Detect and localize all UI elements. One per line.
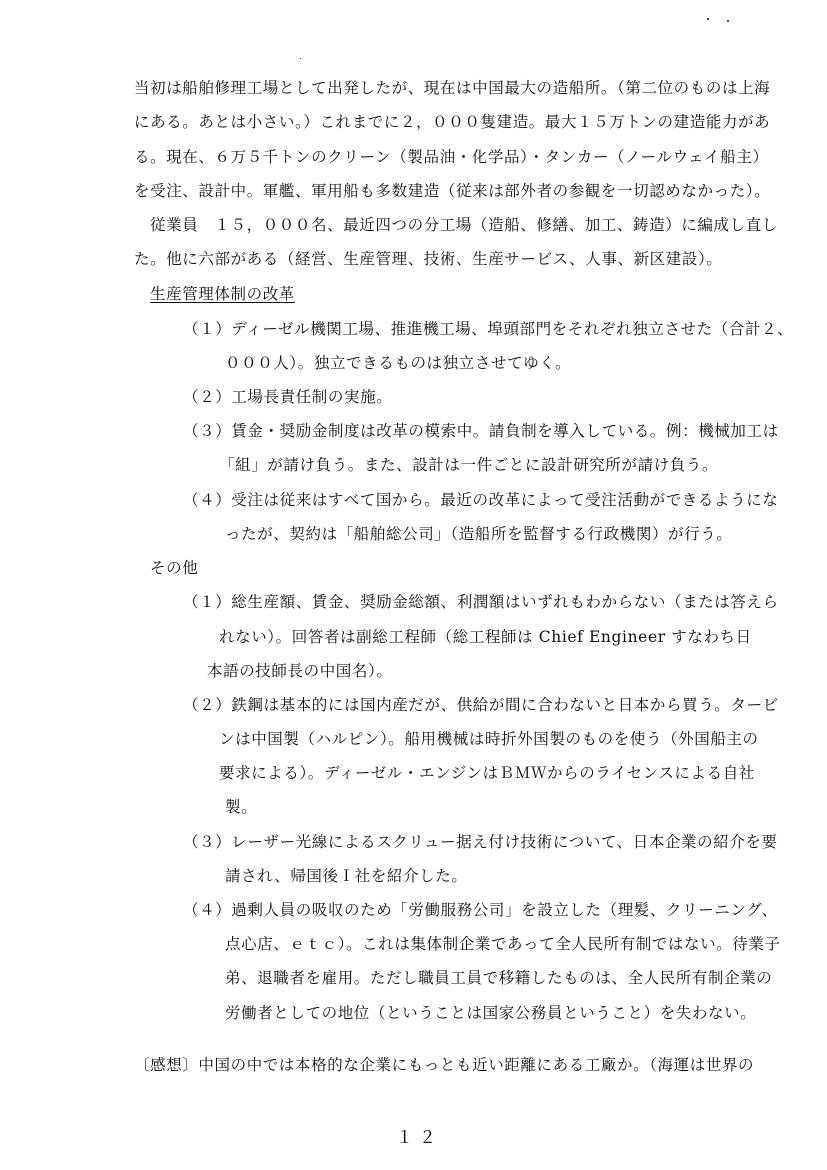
page-number: １２ — [396, 1128, 442, 1148]
section2-item3-line2: 請され、帰国後Ｉ社を紹介した。 — [225, 867, 468, 885]
paragraph1-line-2: にある。あとは小さい。）これまでに２，０００隻建造。最大１５万トンの建造能力があ — [134, 113, 771, 131]
section2-item4-line1: （４）過剰人員の吸収のため「労働服務公司」を設立した（理髪、クリーニング、 — [183, 901, 778, 919]
paragraph1-line-3: る。現在、６万５千トンのクリーン（製品油・化学品）・タンカー（ノールウェイ船主） — [134, 148, 769, 166]
paragraph2-line-2: た。他に六部がある（経営、生産管理、技術、生産サービス、人事、新区建設）。 — [134, 250, 723, 268]
section2-item3-line1: （３）レーザー光線によるスクリュー据え付け技術について、日本企業の紹介を要 — [183, 833, 778, 851]
section1-item3-line2: 「組」が請け負う。また、設計は一件ごとに設計研究所が請け負う。 — [219, 456, 719, 474]
scan-speck — [300, 58, 301, 59]
section2-item2-line3: 要求による）。ディーゼル・エンジンはＢＭＷからのライセンスによる自社 — [219, 764, 755, 782]
paragraph2-line-1: 従業員 １５，０００名、最近四つの分工場（造船、修繕、加工、鋳造）に編成し直し — [150, 216, 778, 234]
section2-item1-line2: れない）。回答者は副総工程師（総工程師は Chief Engineer すなわち日 — [219, 628, 752, 646]
section1-item1-line2: ０００人）。独立できるものは独立させてゆく。 — [225, 354, 572, 372]
section1-item3-line1: （３）賃金・奨励金制度は改革の模索中。請負制を導入している。例：機械加工は — [183, 422, 779, 440]
section2-item4-line3: 弟、退職者を雇用。ただし職員工員で移籍したものは、全人民所有制企業の — [225, 969, 773, 987]
section1-item4-line2: ったが、契約は「船舶総公司」（造船所を監督する行政機関）が行う。 — [225, 525, 733, 543]
scan-speck — [707, 18, 709, 20]
section2-item2-line1: （２）鉄鋼は基本的には国内産だが、供給が間に合わないと日本から買う。タービ — [183, 696, 779, 714]
section2-item4-line2: 点心店、ｅｔｃ）。これは集体制企業であって全人民所有制ではない。待業子 — [225, 935, 781, 953]
impression-line: 〔感想〕中国の中では本格的な企業にもっとも近い距離にある工廠か。（海運は世界の — [134, 1056, 755, 1074]
section1-item1-line1: （１）ディーゼル機関工場、推進機工場、埠頭部門をそれぞれ独立させた（合計２、 — [183, 320, 794, 338]
section1-item2-line1: （２）工場長責任制の実施。 — [183, 388, 393, 406]
section-heading-production-management: 生産管理体制の改革 — [150, 285, 295, 303]
section1-item4-line1: （４）受注は従来はすべて国から。最近の改革によって受注活動ができるようにな — [183, 491, 779, 509]
section2-item2-line2: ンは中国製（ハルピン）。船用機械は時折外国製のものを使う（外国船主の — [219, 730, 759, 748]
section2-item2-line4: 製。 — [225, 798, 258, 816]
section2-item4-line4: 労働者としての地位（ということは国家公務員ということ）を失わない。 — [225, 1004, 757, 1022]
scan-speck — [727, 20, 729, 22]
section2-item1-line1: （１）総生産額、賃金、奨励金総額、利潤額はいずれもわからない（または答えら — [183, 593, 779, 611]
paragraph1-line-1: 当初は船舶修理工場として出発したが、現在は中国最大の造船所。（第二位のものは上海 — [134, 79, 771, 97]
section-heading-other: その他 — [150, 559, 199, 577]
section2-item1-line3: 本語の技師長の中国名）。 — [207, 662, 393, 680]
paragraph1-line-4: を受注、設計中。軍艦、軍用船も多数建造（従来は部外者の参観を一切認めなかった）。 — [134, 182, 771, 200]
